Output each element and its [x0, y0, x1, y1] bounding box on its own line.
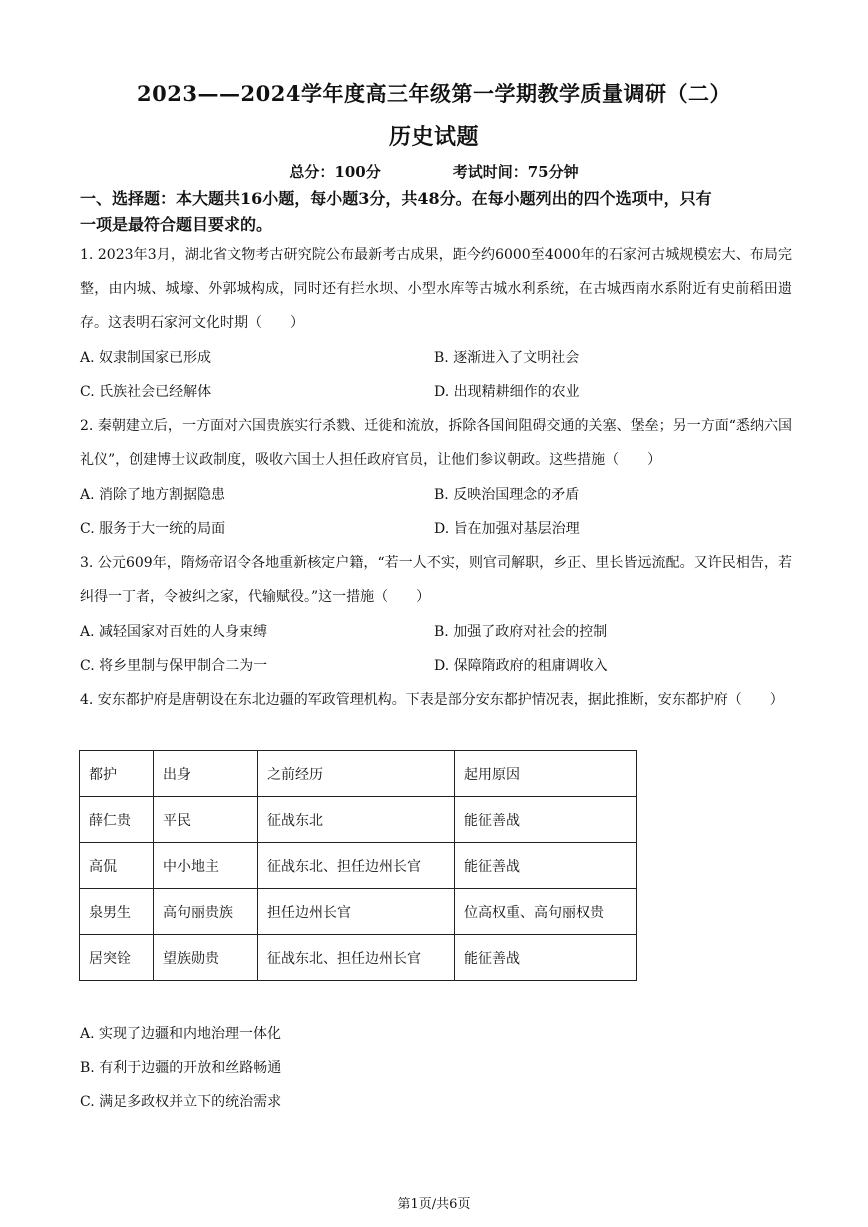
table-header-cell: 都护: [80, 751, 154, 797]
table-header-cell: 出身: [154, 751, 258, 797]
table-header-row: [80, 751, 637, 797]
question-1-option-d: D. 出现精耕细作的农业: [434, 384, 580, 400]
question-3-option-b: B. 加强了政府对社会的控制: [434, 624, 608, 640]
question-3-option-c: C. 将乡里制与保甲制合二为一: [80, 658, 268, 674]
protectorate-table: [79, 750, 637, 981]
table-row: [80, 935, 637, 981]
table-cell: 平民: [154, 797, 258, 843]
table-cell: 望族勋贵: [154, 935, 258, 981]
table-row: [80, 889, 637, 935]
table-cell: 能征善战: [455, 843, 637, 889]
table-cell: 高句丽贵族: [154, 889, 258, 935]
table-cell: 征战东北、担任边州长官: [258, 843, 455, 889]
question-1-stem: 1. 2023年3月，湖北省文物考古研究院公布最新考古成果，距今约6000至4000年的石家河古城规模宏大、布局完整，由内城、城壕、外郭城构成，同时还有拦水坝、小型水库等古城水利系统，在古城西南水系附近有史前稻田遗存。这表明石家河文化时期（ ）: [80, 247, 792, 331]
question-4-option-b: B. 有利于边疆的开放和丝路畅通: [80, 1060, 282, 1076]
table-cell: 能征善战: [455, 797, 637, 843]
section-heading-line2: 一项是最符合题目要求的。: [80, 215, 273, 234]
question-2-option-d: D. 旨在加强对基层治理: [434, 521, 580, 537]
table-cell: 担任边州长官: [258, 889, 455, 935]
question-4-stem: 4. 安东都护府是唐朝设在东北边疆的军政管理机构。下表是部分安东都护情况表，据此推断，安东都护府（ ）: [80, 692, 784, 708]
exam-title: 2023——2024学年度高三年级第一学期教学质量调研（二）: [137, 81, 731, 106]
question-2-option-a: A. 消除了地方割据隐患: [80, 487, 226, 503]
question-3-option-a: A. 减轻国家对百姓的人身束缚: [80, 624, 268, 640]
exam-time: 考试时间：75分钟: [452, 163, 579, 181]
question-1-option-c: C. 氏族社会已经解体: [80, 384, 212, 400]
table-cell: 高侃: [80, 843, 154, 889]
table-cell: 泉男生: [80, 889, 154, 935]
section-heading-line1: 一、选择题：本大题共16小题，每小题3分，共48分。在每小题列出的四个选项中，只有: [80, 189, 712, 208]
question-1-option-a: A. 奴隶制国家已形成: [80, 350, 212, 366]
table-cell: 能征善战: [455, 935, 637, 981]
exam-meta: [0, 161, 868, 182]
table-cell: 征战东北: [258, 797, 455, 843]
question-4-option-a: A. 实现了边疆和内地治理一体化: [80, 1026, 282, 1042]
question-4-option-c: C. 满足多政权并立下的统治需求: [80, 1094, 282, 1110]
table-cell: 中小地主: [154, 843, 258, 889]
table-row: [80, 797, 637, 843]
table-row: [80, 843, 637, 889]
question-3-option-d: D. 保障隋政府的租庸调收入: [434, 658, 608, 674]
exam-subject: 历史试题: [388, 124, 479, 150]
question-2-option-c: C. 服务于大一统的局面: [80, 521, 226, 537]
page-number: 第1页/共6页: [397, 1197, 471, 1212]
table-cell: 居突铨: [80, 935, 154, 981]
question-1-option-b: B. 逐渐进入了文明社会: [434, 350, 580, 366]
table-cell: 位高权重、高句丽权贵: [455, 889, 637, 935]
question-3-stem: 3. 公元609年，隋炀帝诏令各地重新核定户籍，“若一人不实，则官司解职，乡正、里长皆远流配。又许民相告，若纠得一丁者，令被纠之家，代输赋役。”这一措施（ ）: [80, 555, 792, 605]
table-cell: 征战东北、担任边州长官: [258, 935, 455, 981]
question-2-stem: 2. 秦朝建立后，一方面对六国贵族实行杀戮、迁徙和流放，拆除各国间阻碍交通的关塞、堡垒；另一方面“悉纳六国礼仪”，创建博士议政制度，吸收六国士人担任政府官员，让他们参议朝政。这些措施（ ）: [80, 418, 792, 468]
table-header-cell: 之前经历: [258, 751, 455, 797]
total-score: 总分：100分: [289, 163, 381, 181]
table-header-cell: 起用原因: [455, 751, 637, 797]
table-cell: 薛仁贵: [80, 797, 154, 843]
question-2-option-b: B. 反映治国理念的矛盾: [434, 487, 580, 503]
